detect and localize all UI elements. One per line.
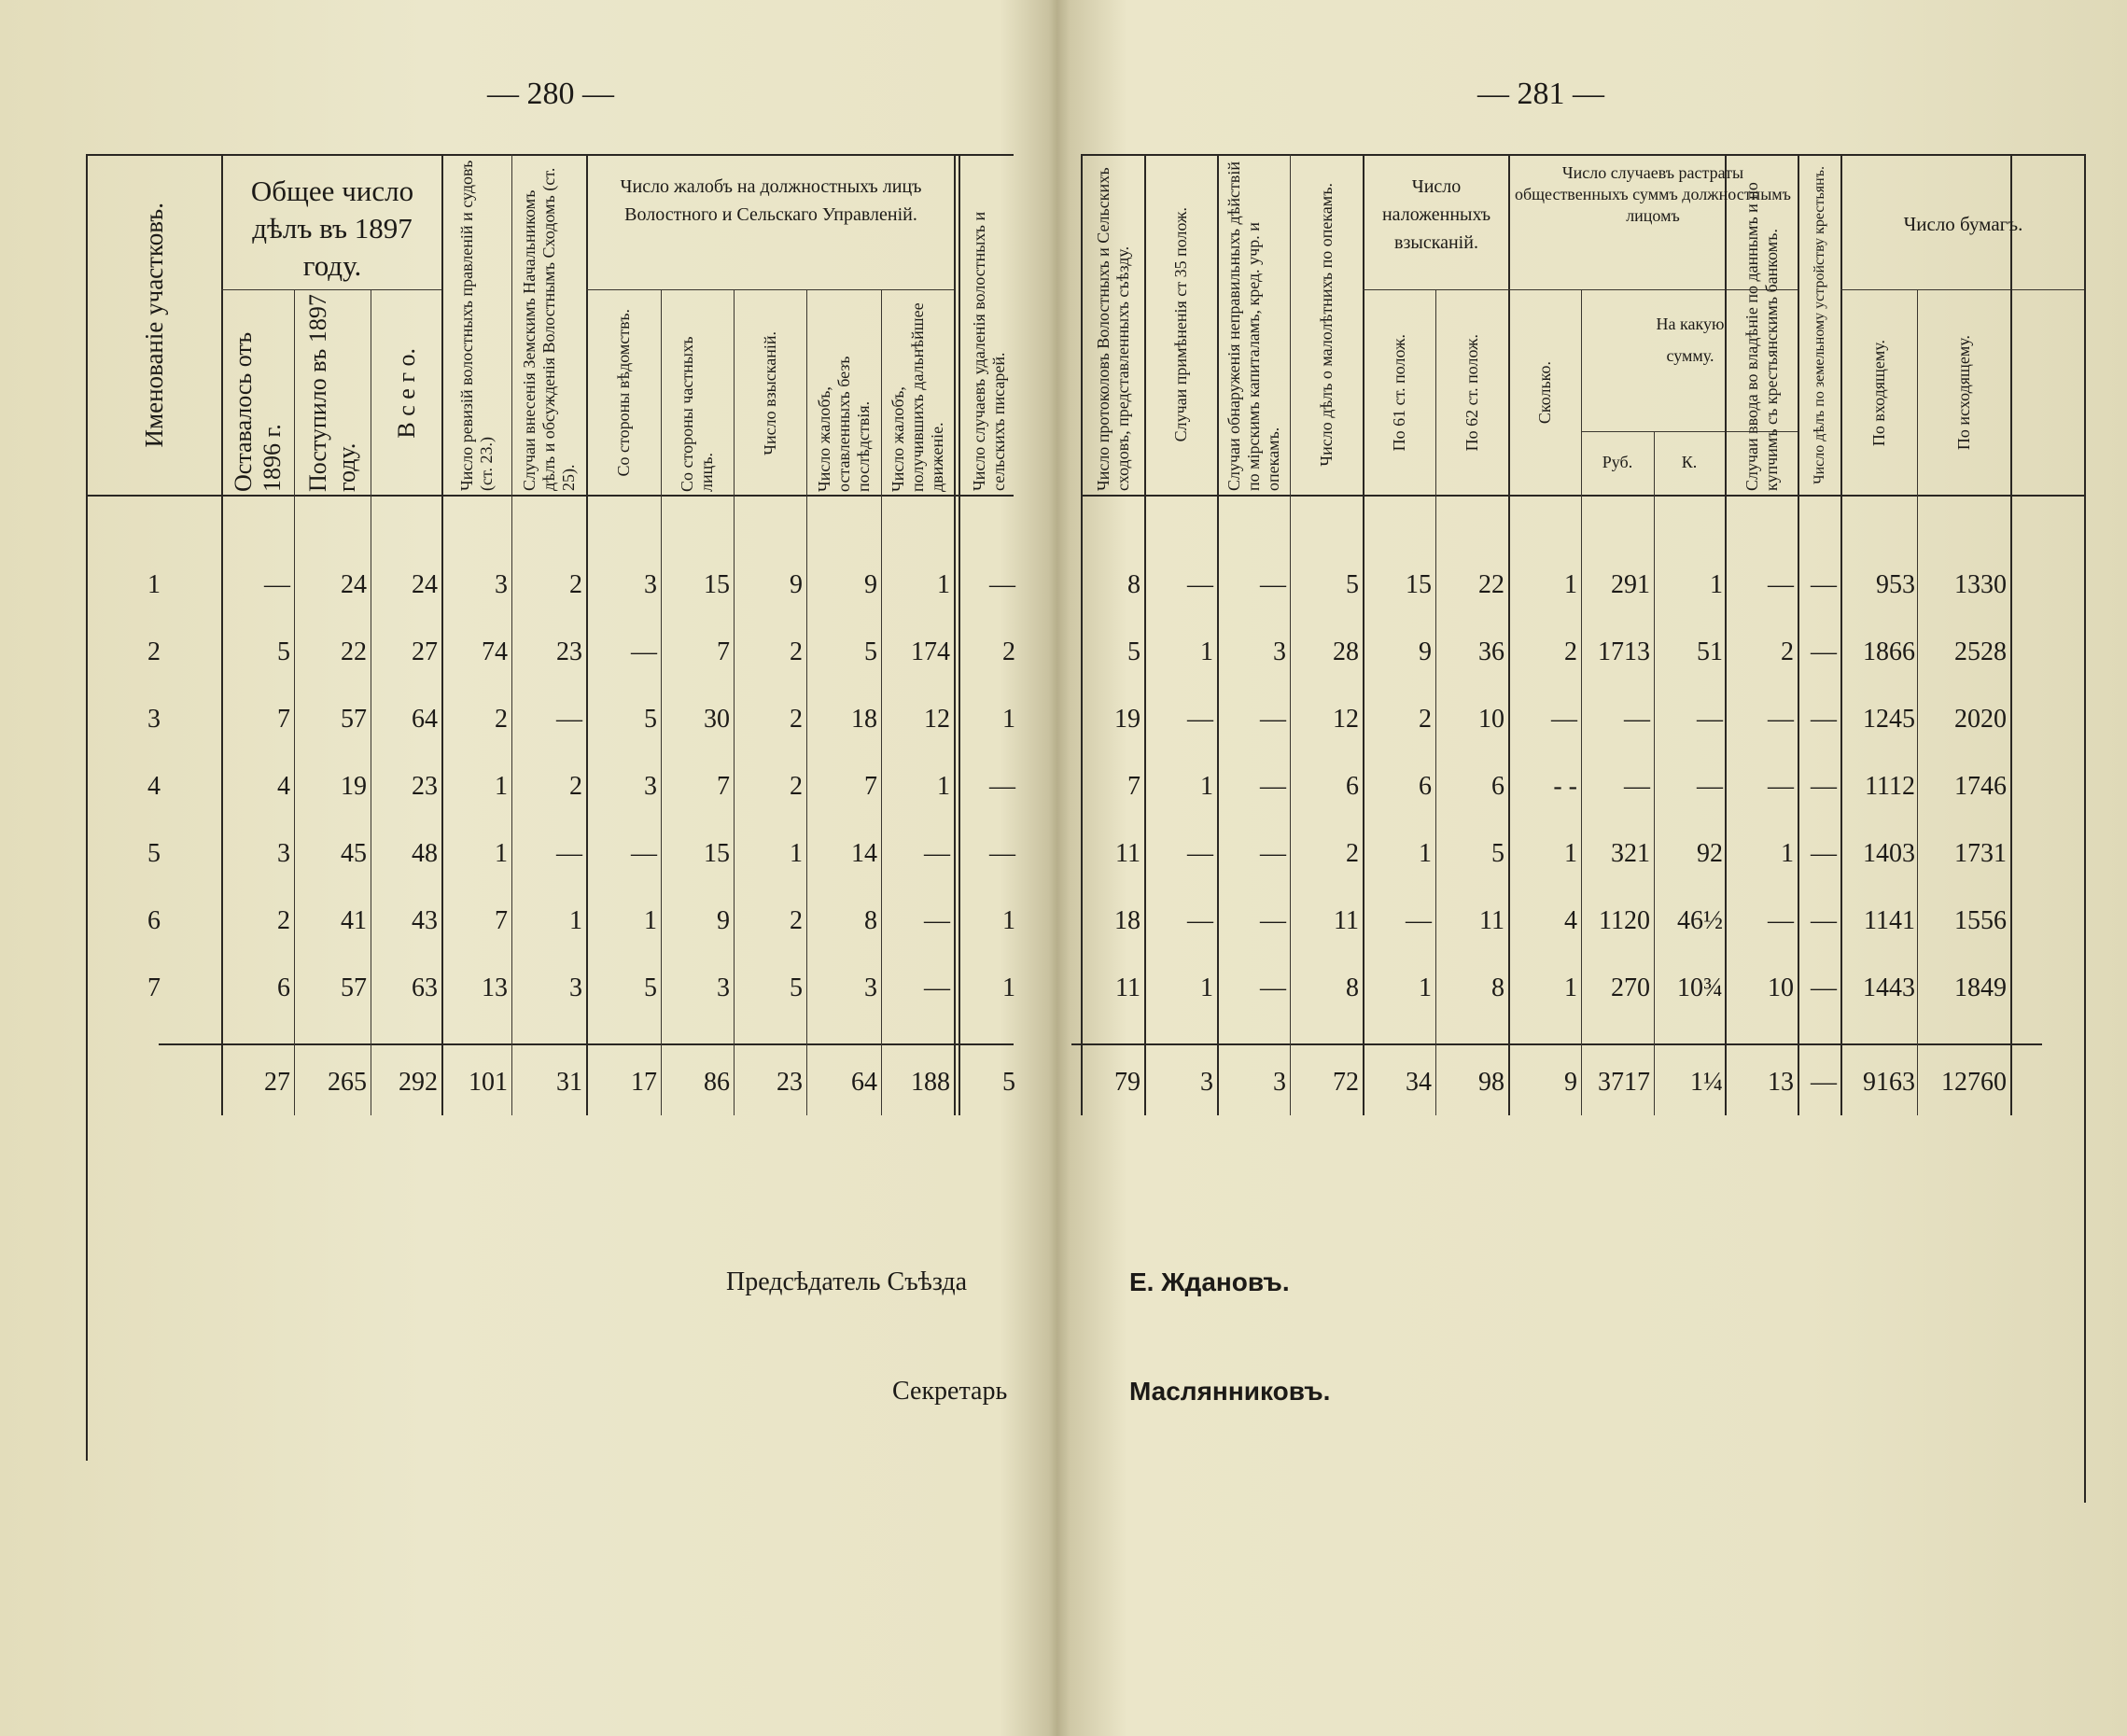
total-cell: 9 <box>1564 1068 1577 1097</box>
table-cell: 1 <box>1564 570 1577 599</box>
header-remained: Оставалось отъ 1896 г. <box>230 331 286 492</box>
table-cell: 14 <box>851 839 877 868</box>
table-cell: 57 <box>341 705 367 734</box>
table-cell: 10 <box>1478 705 1504 734</box>
table-cell: 23 <box>556 637 582 666</box>
table-cell: 3 <box>495 570 508 599</box>
table-cell: — <box>989 570 1015 599</box>
page-number-left: — 280 — <box>487 77 614 111</box>
column-divider <box>1725 154 1727 1115</box>
table-cell: — <box>1811 772 1837 801</box>
header-group-complaints: Число жалобъ на должностныхъ лицъ Волостного и Сельскаго Управленій. <box>620 176 922 225</box>
header-kop: К. <box>1681 453 1698 471</box>
row-label: 4 <box>147 772 161 801</box>
total-cell: 1¼ <box>1690 1068 1723 1097</box>
column-divider <box>511 154 512 1115</box>
table-cell: 5 <box>644 973 657 1002</box>
table-cell: 74 <box>482 637 508 666</box>
table-cell: 9 <box>790 570 803 599</box>
header-protocols: Число протоколовъ Волостныхъ и Сельскихъ сходовъ, представленныхъ съѣзду. <box>1093 167 1132 491</box>
table-cell: — <box>1260 772 1286 801</box>
table-cell: 2 <box>790 637 803 666</box>
table-cell: 321 <box>1611 839 1650 868</box>
total-cell: 27 <box>264 1068 290 1097</box>
table-cell: 1120 <box>1599 906 1650 935</box>
header-art35: Случаи примѣненія ст 35 полож. <box>1171 207 1190 442</box>
table-cell: 1 <box>644 906 657 935</box>
table-cell: 9 <box>717 906 730 935</box>
table-cell: 270 <box>1611 973 1650 1002</box>
table-cell: — <box>1811 839 1837 868</box>
header-total: В с е г о. <box>392 347 420 439</box>
header-group-embezzle: Число случаевъ растраты общественныхъ суммъ должностнымъ лицомъ <box>1515 163 1791 225</box>
table-cell: — <box>1260 570 1286 599</box>
total-cell: 265 <box>328 1068 367 1097</box>
table-cell: 36 <box>1478 637 1504 666</box>
table-cell: 1 <box>1419 839 1432 868</box>
table-cell: 2 <box>1781 637 1794 666</box>
table-cell: — <box>1768 570 1794 599</box>
table-cell: 7 <box>717 637 730 666</box>
table-cell: 5 <box>790 973 803 1002</box>
column-divider <box>959 154 960 1115</box>
column-divider <box>441 154 443 1115</box>
table-cell: 1 <box>495 772 508 801</box>
subheader-rule <box>221 289 441 290</box>
table-cell: 1 <box>1200 973 1213 1002</box>
table-cell: 2 <box>1419 705 1432 734</box>
table-cell: 1330 <box>1954 570 2007 599</box>
column-divider <box>294 289 295 1115</box>
table-cell: — <box>1260 839 1286 868</box>
table-cell: 4 <box>1564 906 1577 935</box>
table-cell: — <box>1260 705 1286 734</box>
row-label: 6 <box>147 906 161 935</box>
column-divider <box>1840 154 1842 1115</box>
table-cell: 1245 <box>1863 705 1915 734</box>
total-cell: 9163 <box>1863 1068 1915 1097</box>
table-cell: — <box>1811 973 1837 1002</box>
table-cell: 92 <box>1697 839 1723 868</box>
table-cell: 13 <box>482 973 508 1002</box>
table-cell: — <box>989 772 1015 801</box>
table-cell: 3 <box>277 839 290 868</box>
table-cell: 15 <box>704 570 730 599</box>
table-cell: 57 <box>341 973 367 1002</box>
subheader-rule <box>586 289 956 290</box>
header-group-cases: Общее число дѣлъ въ 1897 году. <box>250 175 414 282</box>
table-cell: 7 <box>864 772 877 801</box>
table-cell: 174 <box>911 637 950 666</box>
column-divider <box>1435 289 1436 1115</box>
table-cell: 46½ <box>1677 906 1723 935</box>
table-cell: 9 <box>1419 637 1432 666</box>
chair-title: Предсѣдатель Съѣзда <box>726 1267 968 1296</box>
column-divider <box>881 289 882 1115</box>
table-cell: 1 <box>1002 705 1015 734</box>
table-cell: 3 <box>569 973 582 1002</box>
table-cell: 1403 <box>1863 839 1915 868</box>
table-cell: 3 <box>864 973 877 1002</box>
table-cell: — <box>1406 906 1432 935</box>
table-cell: 5 <box>1127 637 1140 666</box>
total-cell: 98 <box>1478 1068 1504 1097</box>
total-cell: 101 <box>469 1068 508 1097</box>
table-cell: 8 <box>1127 570 1140 599</box>
total-cell: 13 <box>1768 1068 1794 1097</box>
table-cell: 18 <box>851 705 877 734</box>
table-cell: — <box>556 839 582 868</box>
table-cell: 1849 <box>1954 973 2007 1002</box>
table-cell: 2 <box>495 705 508 734</box>
total-cell: 31 <box>556 1068 582 1097</box>
header-penalties: Число взысканій. <box>760 330 779 455</box>
table-cell: 7 <box>717 772 730 801</box>
table-cell: 51 <box>1697 637 1723 666</box>
table-cell: 12 <box>1333 705 1359 734</box>
table-cell: — <box>989 839 1015 868</box>
table-cell: — <box>1187 839 1213 868</box>
table-cell: 30 <box>704 705 730 734</box>
table-cell: 1713 <box>1598 637 1650 666</box>
table-cell: 1 <box>495 839 508 868</box>
row-label: 3 <box>147 705 161 734</box>
total-cell: 72 <box>1333 1068 1359 1097</box>
total-cell: 3717 <box>1598 1068 1650 1097</box>
header-revisions: Число ревизій волостныхъ правленій и судовъ (ст. 23.) <box>457 160 496 491</box>
table-cell: — <box>1260 906 1286 935</box>
table-cell: 12 <box>924 705 950 734</box>
table-cell: 63 <box>412 973 438 1002</box>
table-cell: 27 <box>412 637 438 666</box>
table-cell: 2020 <box>1954 705 2007 734</box>
left-page <box>0 0 1043 1736</box>
table-cell: 1746 <box>1954 772 2007 801</box>
table-cell: 8 <box>864 906 877 935</box>
header-how-many: Сколько. <box>1535 361 1554 425</box>
header-minors: Число дѣлъ о малолѣтнихъ по опекамъ. <box>1317 183 1336 467</box>
table-cell: — <box>1768 772 1794 801</box>
table-cell: — <box>1624 705 1650 734</box>
column-divider <box>661 289 662 1115</box>
table-cell: 1 <box>937 772 950 801</box>
table-cell: — <box>264 570 290 599</box>
total-cell: 3 <box>1200 1068 1213 1097</box>
header-entry: Случаи ввода во владѣніе по даннымъ и по купчимъ съ крестьянскимъ банкомъ. <box>1742 182 1781 491</box>
table-cell: 28 <box>1333 637 1359 666</box>
table-cell: 5 <box>1491 839 1504 868</box>
header-name: Именованіе участковъ. <box>139 202 168 448</box>
table-cell: 1 <box>1564 973 1577 1002</box>
table-cell: 1141 <box>1864 906 1915 935</box>
total-cell: 17 <box>631 1068 657 1097</box>
row-label: 7 <box>147 973 161 1002</box>
table-cell: — <box>1697 772 1723 801</box>
table-cell: 7 <box>1127 772 1140 801</box>
table-cell: 19 <box>341 772 367 801</box>
table-cell: 2 <box>569 772 582 801</box>
column-divider <box>586 154 588 1115</box>
table-cell: 1 <box>569 906 582 935</box>
column-divider <box>734 289 735 1115</box>
table-cell: — <box>1260 973 1286 1002</box>
table-cell: 11 <box>1115 973 1140 1002</box>
chair-name: Е. Ждановъ. <box>1129 1267 1290 1296</box>
header-outgoing: По исходящему. <box>1954 335 1973 451</box>
table-cell: 1 <box>1200 772 1213 801</box>
table-cell: 6 <box>1346 772 1359 801</box>
column-divider <box>1290 154 1291 1115</box>
total-cell: 12760 <box>1941 1068 2007 1097</box>
table-cell: 2 <box>790 906 803 935</box>
table-cell: 8 <box>1346 973 1359 1002</box>
table-cell: 1 <box>1564 839 1577 868</box>
table-cell: 5 <box>1346 570 1359 599</box>
secretary-name: Маслянниковъ. <box>1129 1377 1331 1406</box>
table-cell: 41 <box>341 906 367 935</box>
table-cell: — <box>1697 705 1723 734</box>
column-divider <box>1144 154 1146 1115</box>
table-cell: 2 <box>790 772 803 801</box>
table-cell: 1 <box>937 570 950 599</box>
table-cell: — <box>924 839 950 868</box>
table-cell: 5 <box>277 637 290 666</box>
table-cell: 3 <box>644 772 657 801</box>
row-label: 1 <box>147 570 161 599</box>
table-cell: 1 <box>1710 570 1723 599</box>
column-divider <box>806 289 807 1115</box>
table-cell: — <box>631 637 657 666</box>
table-cell: 1866 <box>1863 637 1915 666</box>
column-divider <box>1217 154 1219 1115</box>
table-cell: 9 <box>864 570 877 599</box>
column-divider <box>1654 431 1655 1115</box>
header-from-departments: Со стороны вѣдомствъ. <box>614 309 633 477</box>
table-cell: 43 <box>412 906 438 935</box>
table-cell: 1443 <box>1863 973 1915 1002</box>
secretary-title: Секретарь <box>892 1377 1008 1406</box>
table-cell: - - <box>1553 772 1577 801</box>
table-cell: 6 <box>1419 772 1432 801</box>
table-cell: 23 <box>412 772 438 801</box>
column-divider <box>1081 154 1083 1115</box>
table-cell: — <box>556 705 582 734</box>
total-cell: 79 <box>1114 1068 1140 1097</box>
table-cell: 24 <box>341 570 367 599</box>
header-further-action: Число жалобъ, получившихъ дальнѣйшее движеніе. <box>888 302 946 492</box>
column-divider <box>1508 154 1510 1115</box>
table-cell: — <box>1768 906 1794 935</box>
table-cell: 3 <box>1273 637 1286 666</box>
table-cell: — <box>924 973 950 1002</box>
table-right-border <box>2084 154 2086 1503</box>
table-cell: 22 <box>1478 570 1504 599</box>
table-cell: 7 <box>277 705 290 734</box>
header-group-penalties: Число наложенныхъ взысканій. <box>1381 176 1491 253</box>
table-cell: 11 <box>1479 906 1504 935</box>
column-divider <box>1363 154 1364 1115</box>
table-cell: 1556 <box>1954 906 2007 935</box>
row-label: 2 <box>147 637 161 666</box>
table-cell: — <box>1187 906 1213 935</box>
header-incoming: По входящему. <box>1869 339 1888 447</box>
table-cell: 1 <box>1200 637 1213 666</box>
column-divider <box>1917 289 1918 1115</box>
table-cell: — <box>1187 570 1213 599</box>
table-left-border <box>86 154 88 1461</box>
table-cell: 1 <box>1781 839 1794 868</box>
table-cell: 6 <box>1491 772 1504 801</box>
table-cell: — <box>1811 705 1837 734</box>
header-group-papers: Число бумагъ. <box>1903 213 2023 235</box>
table-top-border <box>1081 154 2086 156</box>
column-divider <box>1581 289 1582 1115</box>
table-cell: 8 <box>1491 973 1504 1002</box>
table-cell: 3 <box>644 570 657 599</box>
table-cell: — <box>1768 705 1794 734</box>
table-cell: 15 <box>704 839 730 868</box>
table-cell: 2 <box>1346 839 1359 868</box>
table-cell: 2 <box>790 705 803 734</box>
table-cell: 5 <box>864 637 877 666</box>
page-number-right: — 281 — <box>1477 77 1604 111</box>
total-cell: 5 <box>1002 1068 1015 1097</box>
right-page <box>1043 0 2127 1736</box>
total-cell: 34 <box>1406 1068 1432 1097</box>
total-cell: 64 <box>851 1068 877 1097</box>
column-divider <box>2010 154 2012 1115</box>
table-cell: 10¾ <box>1677 973 1723 1002</box>
table-cell: 1 <box>1002 973 1015 1002</box>
header-bottom-border <box>1081 495 2086 497</box>
header-art61: По 61 ст. полож. <box>1390 334 1408 452</box>
table-cell: 48 <box>412 839 438 868</box>
total-cell: 188 <box>911 1068 950 1097</box>
table-cell: 1 <box>1419 973 1432 1002</box>
table-cell: 1112 <box>1865 772 1915 801</box>
table-cell: 45 <box>341 839 367 868</box>
table-cell: — <box>1811 570 1837 599</box>
header-bottom-border <box>86 495 1014 497</box>
total-cell: 86 <box>704 1068 730 1097</box>
table-cell: 291 <box>1611 570 1650 599</box>
subheader-rule <box>1840 289 2086 290</box>
table-cell: 1 <box>1002 906 1015 935</box>
table-cell: 11 <box>1115 839 1140 868</box>
table-cell: 953 <box>1876 570 1915 599</box>
header-art62: По 62 ст. полож. <box>1462 334 1481 452</box>
table-cell: 1 <box>790 839 803 868</box>
table-cell: 5 <box>644 705 657 734</box>
table-cell: 2 <box>569 570 582 599</box>
table-cell: — <box>1811 906 1837 935</box>
table-cell: 64 <box>412 705 438 734</box>
table-cell: 15 <box>1406 570 1432 599</box>
table-cell: 3 <box>717 973 730 1002</box>
header-land: Число дѣлъ по земельному устройству крестьянъ. <box>1811 165 1827 484</box>
total-cell: 3 <box>1273 1068 1286 1097</box>
row-label: 5 <box>147 839 161 868</box>
table-cell: 2528 <box>1954 637 2007 666</box>
total-cell: 292 <box>399 1068 438 1097</box>
total-cell: — <box>1811 1068 1837 1097</box>
table-cell: — <box>1811 637 1837 666</box>
header-cases-submitted: Случаи внесенія Земскимъ Начальникомъ дѣлъ и обсужденія Волостнымъ Сходомъ (ст. 25). <box>520 167 578 491</box>
header-irregular: Случаи обнаруженія неправильныхъ дѣйствій по мірскимъ капиталамъ, кред. учр. и опекамъ. <box>1224 161 1282 491</box>
table-cell: 18 <box>1114 906 1140 935</box>
table-cell: 2 <box>1564 637 1577 666</box>
table-cell: — <box>631 839 657 868</box>
header-removals: Число случаевъ удаленія волостныхъ и сельскихъ писарей. <box>970 211 1008 491</box>
header-amount: На какую сумму. <box>1656 315 1725 365</box>
table-cell: 10 <box>1768 973 1794 1002</box>
table-cell: 2 <box>1002 637 1015 666</box>
table-cell: — <box>1624 772 1650 801</box>
table-cell: 2 <box>277 906 290 935</box>
table-cell: 7 <box>495 906 508 935</box>
table-cell: 1731 <box>1954 839 2007 868</box>
header-unanswered: Число жалобъ, оставленныхъ безъ послѣдствія. <box>814 356 873 492</box>
header-from-private: Со стороны частныхъ лицъ. <box>678 336 716 492</box>
table-cell: 4 <box>277 772 290 801</box>
column-divider <box>954 154 956 1115</box>
table-cell: 6 <box>277 973 290 1002</box>
total-cell: 23 <box>777 1068 803 1097</box>
table-cell: 22 <box>341 637 367 666</box>
table-cell: — <box>1187 705 1213 734</box>
table-cell: 19 <box>1114 705 1140 734</box>
table-cell: 11 <box>1334 906 1359 935</box>
table-cell: — <box>1551 705 1577 734</box>
table-cell: — <box>924 906 950 935</box>
table-cell: 24 <box>412 570 438 599</box>
table-top-border <box>86 154 1014 156</box>
header-received: Поступило въ 1897 году. <box>304 294 360 492</box>
header-rub: Руб. <box>1602 453 1633 471</box>
